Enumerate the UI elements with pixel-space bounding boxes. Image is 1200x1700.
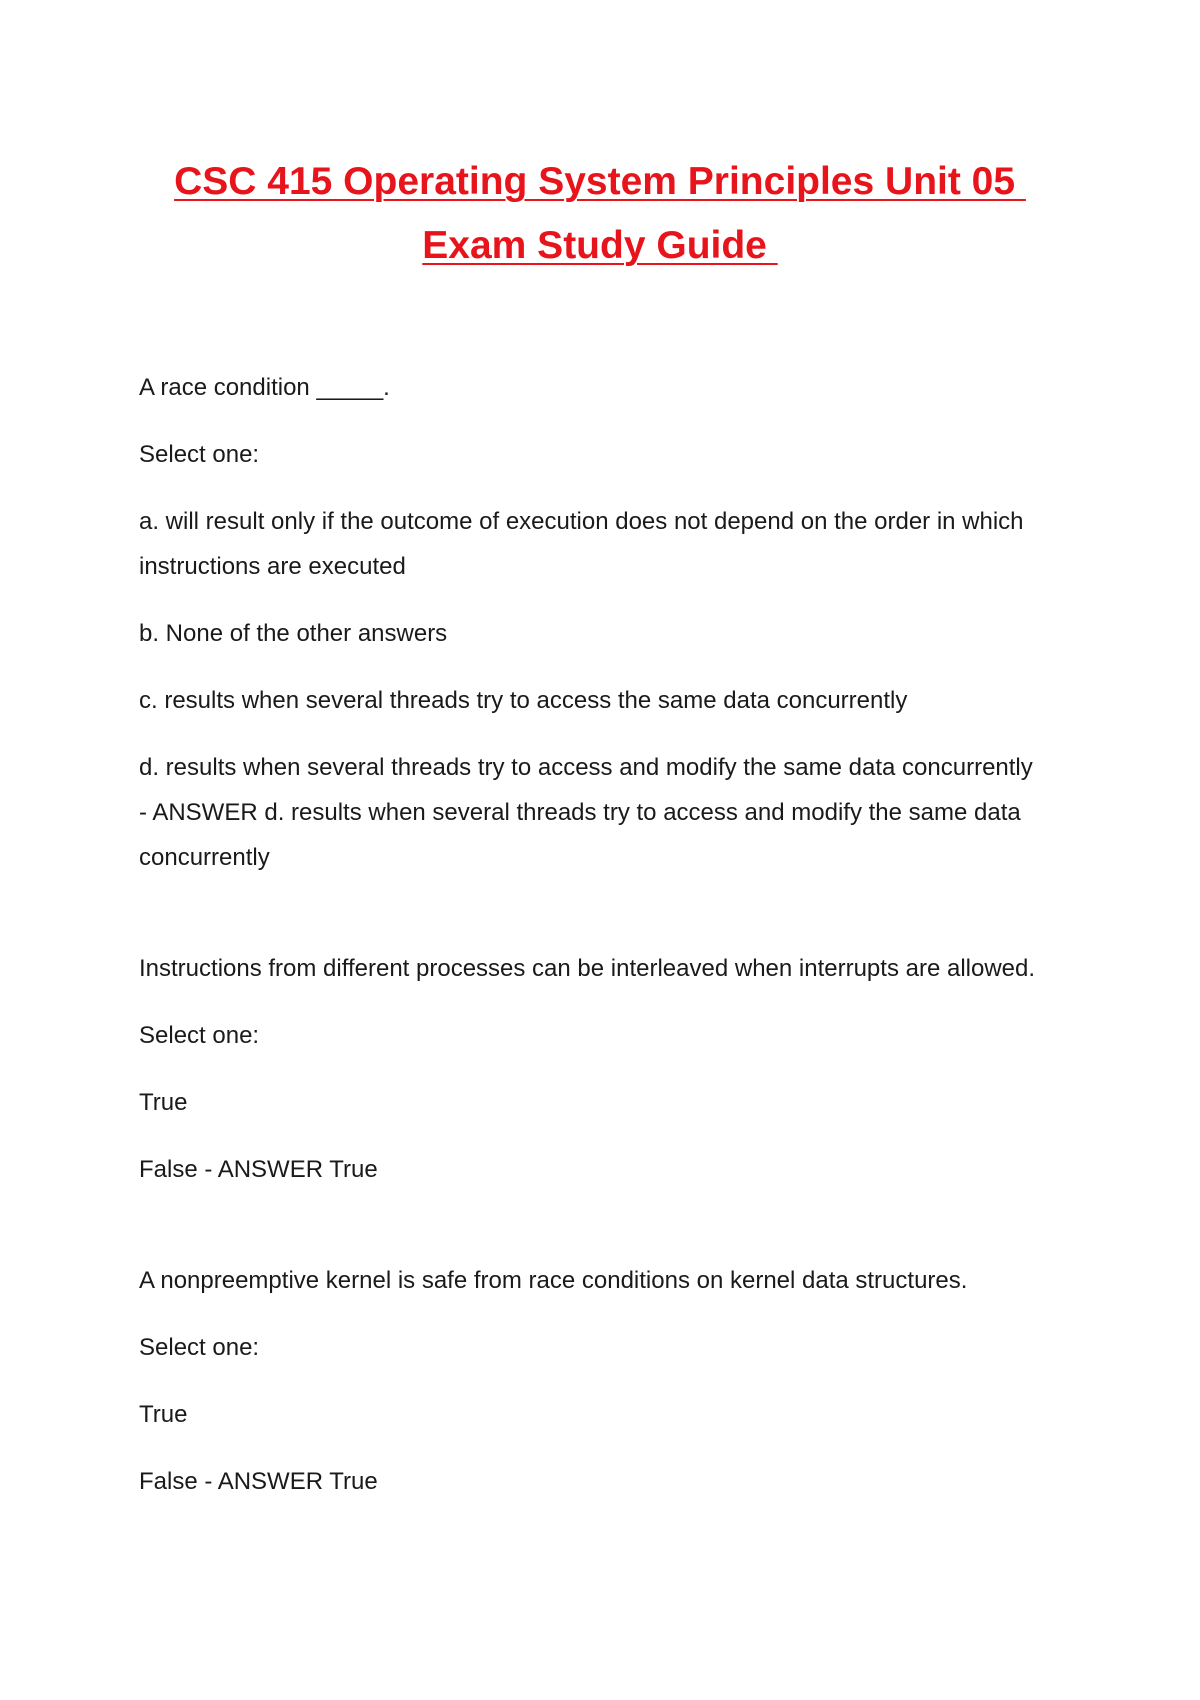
option-c: c. results when several threads try to access the same data concurrently: [139, 687, 908, 714]
document-content: [139, 365, 1039, 1526]
document-title: [0, 150, 1200, 278]
question-prompt: A nonpreemptive kernel is safe from race conditions on kernel data structures.: [139, 1267, 968, 1294]
option-b: b. None of the other answers: [139, 620, 448, 647]
option-d-with-answer: d. results when several threads try to access and modify the same data concurrently - ANSWER d. results when several threads try to access and modify the same data concurrently: [139, 754, 1033, 871]
question-2: [139, 946, 1039, 1192]
option-false-with-answer: False - ANSWER True: [139, 1156, 378, 1183]
title-line-1: CSC 415 Operating System Principles Unit 05: [174, 160, 1026, 203]
question-prompt: Instructions from different processes can be interleaved when interrupts are allowed.: [139, 955, 1036, 982]
select-one-label: Select one:: [139, 1334, 260, 1361]
select-one-label: Select one:: [139, 1022, 260, 1049]
option-true: True: [139, 1089, 188, 1116]
question-prompt: A race condition _____.: [139, 374, 390, 401]
option-false-with-answer: False - ANSWER True: [139, 1468, 378, 1495]
question-1: [139, 365, 1039, 880]
question-3: [139, 1258, 1039, 1504]
select-one-label: Select one:: [139, 441, 260, 468]
title-line-2: Exam Study Guide: [422, 224, 778, 267]
option-true: True: [139, 1401, 188, 1428]
option-a: a. will result only if the outcome of execution does not depend on the order in which instructions are executed: [139, 508, 1024, 580]
